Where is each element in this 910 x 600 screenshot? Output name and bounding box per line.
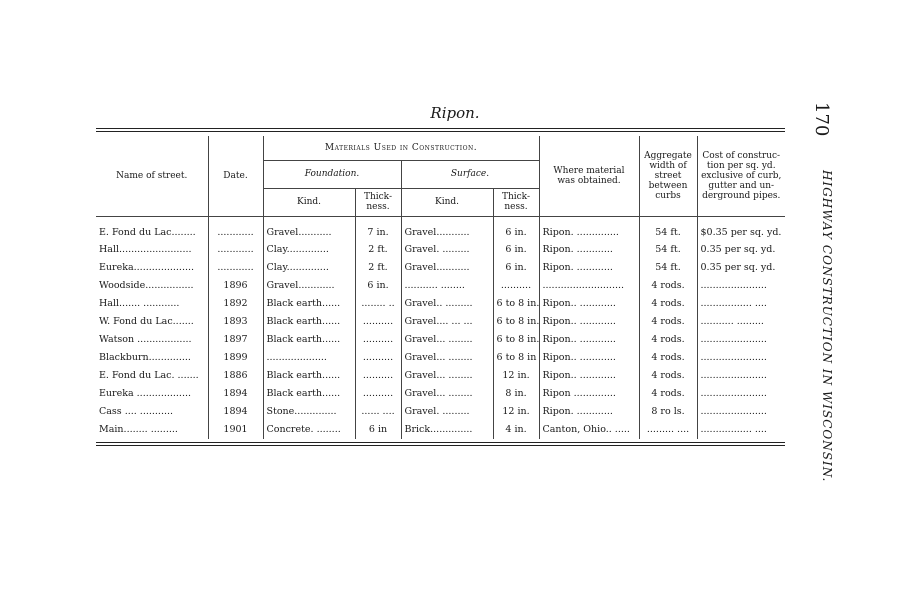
street-name-cell: Eureka .................. xyxy=(99,388,192,399)
cost-per-sq-yd-cell: ...................... xyxy=(697,277,785,295)
street-name-cell: Cass .... ........... xyxy=(99,406,174,417)
street-construction-table xyxy=(96,136,785,439)
street-width-cell: 4 rods. xyxy=(639,385,697,403)
header-surface-kind: Kind. xyxy=(401,188,493,216)
material-source-cell: Ripon. ............ xyxy=(539,241,639,259)
foundation-kind-cell: Gravel............ xyxy=(263,277,355,295)
material-source-cell: Ripon. .............. xyxy=(539,216,639,241)
table-row xyxy=(96,259,785,277)
street-name-cell: Woodside................ xyxy=(99,280,194,291)
date-cell: 1901 xyxy=(208,421,263,439)
cost-per-sq-yd-cell: 0.35 per sq. yd. xyxy=(697,241,785,259)
foundation-kind-cell: Black earth...... xyxy=(263,331,355,349)
header-foundation-kind: Kind. xyxy=(263,188,355,216)
surface-thickness-cell: 8 in. xyxy=(493,385,539,403)
foundation-kind-cell: Stone.............. xyxy=(263,403,355,421)
material-source-cell: ........................... xyxy=(539,277,639,295)
surface-kind-cell: Brick.............. xyxy=(401,421,493,439)
street-width-cell: 8 ro ls. xyxy=(639,403,697,421)
cost-per-sq-yd-cell: 0.35 per sq. yd. xyxy=(697,259,785,277)
top-double-rule xyxy=(96,128,785,129)
surface-kind-cell: Gravel... ........ xyxy=(401,385,493,403)
street-width-cell: 4 rods. xyxy=(639,295,697,313)
street-name-cell: Hall........................ xyxy=(99,244,192,255)
header-surface: Surface. xyxy=(401,160,539,188)
surface-thickness-cell: 6 in. xyxy=(493,216,539,241)
material-source-cell: Ripon.. ............ xyxy=(539,331,639,349)
date-cell: 1899 xyxy=(208,349,263,367)
street-name-cell: Watson .................. xyxy=(99,334,192,345)
cost-per-sq-yd-cell: ................. .... xyxy=(697,295,785,313)
header-foundation: Foundation. xyxy=(263,160,401,188)
street-width-cell: 4 rods. xyxy=(639,277,697,295)
foundation-kind-cell: Black earth...... xyxy=(263,313,355,331)
street-name-cell: Blackburn.............. xyxy=(99,352,191,363)
table-row xyxy=(96,241,785,259)
material-source-cell: Ripon.. ............ xyxy=(539,367,639,385)
surface-kind-cell: Gravel... ........ xyxy=(401,349,493,367)
header-name: Name of street. xyxy=(96,136,208,216)
material-source-cell: Ripon. ............ xyxy=(539,403,639,421)
street-width-cell: 4 rods. xyxy=(639,349,697,367)
street-name-cell: Hall....... ............ xyxy=(99,298,180,309)
header-where: Where material was obtained. xyxy=(539,136,639,216)
street-name-cell: W. Fond du Lac....... xyxy=(99,316,194,327)
foundation-thickness-cell: ...... .... xyxy=(355,403,401,421)
material-source-cell: Ripon.. ............ xyxy=(539,313,639,331)
surface-thickness-cell: 6 to 8 in xyxy=(493,349,539,367)
foundation-thickness-cell: 2 ft. xyxy=(355,259,401,277)
foundation-thickness-cell: .......... xyxy=(355,367,401,385)
surface-kind-cell: Gravel... ........ xyxy=(401,367,493,385)
street-name-cell: E. Fond du Lac........ xyxy=(99,227,196,238)
date-cell: ............ xyxy=(208,241,263,259)
date-cell: ............ xyxy=(208,259,263,277)
foundation-kind-cell: Concrete. ........ xyxy=(263,421,355,439)
material-source-cell: Ripon.. ............ xyxy=(539,349,639,367)
date-cell: 1886 xyxy=(208,367,263,385)
material-source-cell: Ripon.. ............ xyxy=(539,295,639,313)
header-surface-thickness: Thick-ness. xyxy=(493,188,539,216)
page-title: Ripon. xyxy=(430,104,480,122)
foundation-kind-cell: Black earth...... xyxy=(263,385,355,403)
street-width-cell: 54 ft. xyxy=(639,241,697,259)
foundation-kind-cell: Gravel........... xyxy=(263,216,355,241)
surface-kind-cell: Gravel........... xyxy=(401,216,493,241)
date-cell: ............ xyxy=(208,216,263,241)
header-cost: Cost of construc-tion per sq. yd. exclusive of curb, gutter and un-derground pipes. xyxy=(697,136,785,216)
table-row xyxy=(96,313,785,331)
cost-per-sq-yd-cell: ...................... xyxy=(697,349,785,367)
bottom-double-rule xyxy=(96,445,785,446)
foundation-thickness-cell: ........ .. xyxy=(355,295,401,313)
street-width-cell: ......... .... xyxy=(639,421,697,439)
surface-kind-cell: Gravel........... xyxy=(401,259,493,277)
surface-kind-cell: Gravel.. ......... xyxy=(401,295,493,313)
table-row xyxy=(96,421,785,439)
surface-thickness-cell: 12 in. xyxy=(493,367,539,385)
header-date: Date. xyxy=(208,136,263,216)
cost-per-sq-yd-cell: ................. .... xyxy=(697,421,785,439)
running-head: HIGHWAY CONSTRUCTION IN WISCONSIN. xyxy=(820,170,834,483)
table-row xyxy=(96,331,785,349)
header-foundation-thickness: Thick-ness. xyxy=(355,188,401,216)
surface-thickness-cell: 4 in. xyxy=(493,421,539,439)
foundation-thickness-cell: .......... xyxy=(355,331,401,349)
surface-thickness-cell: 6 to 8 in. xyxy=(493,313,539,331)
surface-kind-cell: Gravel. ......... xyxy=(401,241,493,259)
foundation-thickness-cell: .......... xyxy=(355,349,401,367)
street-width-cell: 54 ft. xyxy=(639,216,697,241)
header-width: Aggregate width of street between curbs xyxy=(639,136,697,216)
street-name-cell: Eureka.................... xyxy=(99,262,195,273)
surface-thickness-cell: .......... xyxy=(493,277,539,295)
table-row xyxy=(96,349,785,367)
surface-kind-cell: Gravel... ........ xyxy=(401,331,493,349)
street-name-cell: E. Fond du Lac. ....... xyxy=(99,370,199,381)
material-source-cell: Ripon. ............ xyxy=(539,259,639,277)
date-cell: 1896 xyxy=(208,277,263,295)
header-materials: Materials Used in Construction. xyxy=(263,136,539,160)
date-cell: 1893 xyxy=(208,313,263,331)
foundation-thickness-cell: 7 in. xyxy=(355,216,401,241)
street-width-cell: 4 rods. xyxy=(639,367,697,385)
foundation-kind-cell: Black earth...... xyxy=(263,295,355,313)
top-double-rule xyxy=(96,131,785,132)
cost-per-sq-yd-cell: ...................... xyxy=(697,367,785,385)
foundation-thickness-cell: .......... xyxy=(355,385,401,403)
foundation-kind-cell: Black earth...... xyxy=(263,367,355,385)
cost-per-sq-yd-cell: ...................... xyxy=(697,403,785,421)
foundation-thickness-cell: 6 in xyxy=(355,421,401,439)
surface-thickness-cell: 6 in. xyxy=(493,259,539,277)
cost-per-sq-yd-cell: ...................... xyxy=(697,331,785,349)
table-row xyxy=(96,216,785,241)
cost-per-sq-yd-cell: $0.35 per sq. yd. xyxy=(697,216,785,241)
street-width-cell: 4 rods. xyxy=(639,313,697,331)
table-row xyxy=(96,403,785,421)
surface-thickness-cell: 6 to 8 in. xyxy=(493,295,539,313)
street-width-cell: 54 ft. xyxy=(639,259,697,277)
material-source-cell: Ripon .............. xyxy=(539,385,639,403)
cost-per-sq-yd-cell: ........... ......... xyxy=(697,313,785,331)
street-width-cell: 4 rods. xyxy=(639,331,697,349)
surface-kind-cell: Gravel. ......... xyxy=(401,403,493,421)
foundation-thickness-cell: 2 ft. xyxy=(355,241,401,259)
table-row xyxy=(96,277,785,295)
page-number: 170 xyxy=(811,102,832,137)
table-row xyxy=(96,385,785,403)
table-row xyxy=(96,295,785,313)
surface-thickness-cell: 6 to 8 in. xyxy=(493,331,539,349)
foundation-kind-cell: .................... xyxy=(263,349,355,367)
date-cell: 1894 xyxy=(208,385,263,403)
foundation-kind-cell: Clay.............. xyxy=(263,259,355,277)
date-cell: 1892 xyxy=(208,295,263,313)
bottom-double-rule xyxy=(96,442,785,443)
foundation-kind-cell: Clay.............. xyxy=(263,241,355,259)
surface-kind-cell: ........... ........ xyxy=(401,277,493,295)
surface-kind-cell: Gravel.... ... ... xyxy=(401,313,493,331)
table-row xyxy=(96,367,785,385)
date-cell: 1897 xyxy=(208,331,263,349)
surface-thickness-cell: 12 in. xyxy=(493,403,539,421)
date-cell: 1894 xyxy=(208,403,263,421)
foundation-thickness-cell: 6 in. xyxy=(355,277,401,295)
material-source-cell: Canton, Ohio.. ..... xyxy=(539,421,639,439)
surface-thickness-cell: 6 in. xyxy=(493,241,539,259)
street-name-cell: Main........ ......... xyxy=(99,424,178,435)
foundation-thickness-cell: .......... xyxy=(355,313,401,331)
cost-per-sq-yd-cell: ...................... xyxy=(697,385,785,403)
